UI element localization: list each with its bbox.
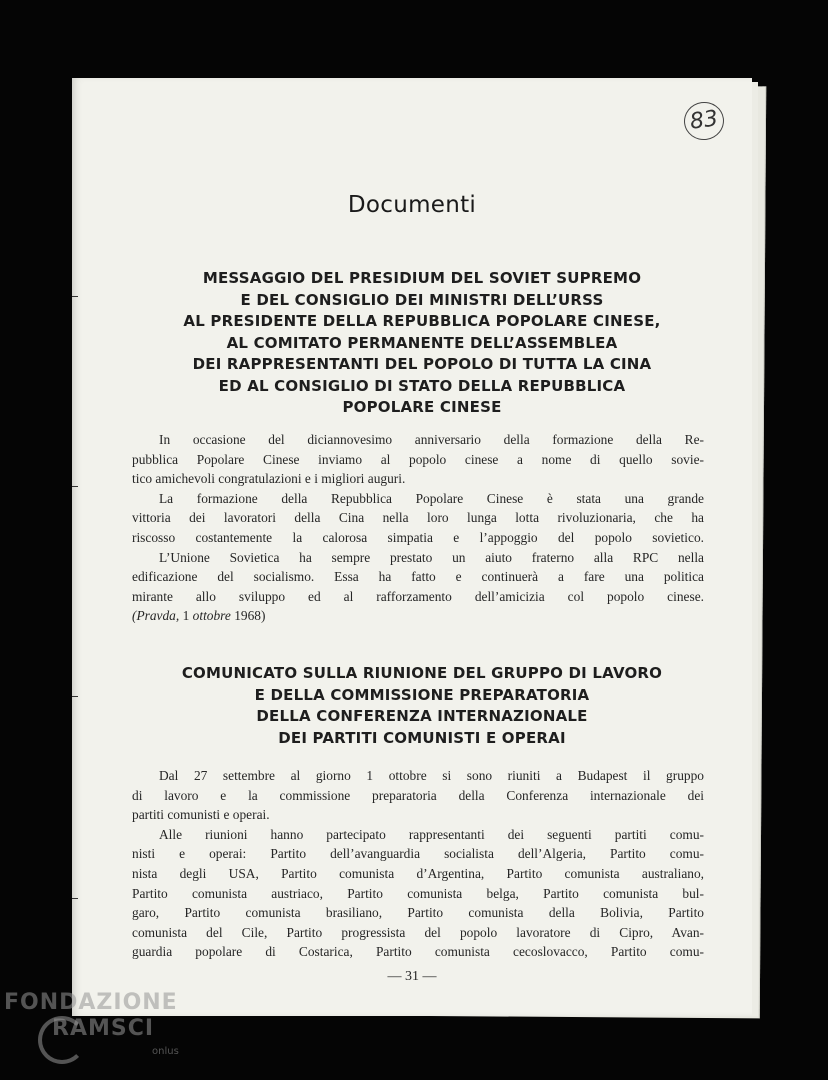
heading-line: DEI RAPPRESENTANTI DEL POPOLO DI TUTTA LA CINA	[192, 355, 652, 373]
body-line: Alle riunioni hanno partecipato rappresentanti dei seguenti partiti comu-	[159, 826, 704, 842]
body-line: comunista del Cile, Partito progressista del popolo lavoratore di Cipro, Avan-	[132, 924, 704, 940]
body-line: nista degli USA, Partito comunista d’Argentina, Partito comunista australiano,	[132, 865, 704, 881]
binding-mark	[72, 696, 78, 697]
body-line: nisti e operai: Partito dell’avanguardia socialista dell’Algeria, Partito comu-	[132, 846, 704, 862]
body-line: pubblica Popolare Cinese inviamo al popolo cinese a nome di quello sovie-	[132, 451, 704, 467]
communique-body	[132, 766, 704, 962]
binding-mark	[72, 296, 78, 297]
binding-mark	[72, 898, 78, 899]
heading-line: ED AL CONSIGLIO DI STATO DELLA REPUBBLICA	[218, 376, 626, 395]
body-line: L’Unione Sovietica ha sempre prestato un aiuto fraterno alla RPC nella	[159, 549, 704, 565]
watermark-line3: onlus	[152, 1046, 179, 1057]
source-year: 1968)	[234, 608, 266, 624]
heading-line: E DELLA COMMISSIONE PREPARATORIA	[254, 685, 590, 704]
source-month: ottobre	[192, 608, 231, 624]
communique-heading	[132, 663, 712, 749]
heading-line: MESSAGGIO DEL PRESIDIUM DEL SOVIET SUPREMO	[202, 269, 642, 287]
message-heading	[132, 268, 712, 419]
binding-mark	[72, 486, 78, 487]
body-line: tico amichevoli congratulazioni e i migliori auguri.	[132, 471, 406, 487]
body-line: mirante allo sviluppo ed al rafforzamento dell’amicizia col popolo cinese.	[132, 588, 704, 604]
archive-number-annotation: 83	[682, 99, 727, 142]
message-body	[132, 430, 704, 626]
source-name: (Pravda,	[132, 608, 180, 624]
body-line: La formazione della Repubblica Popolare Cinese è stata una grande	[159, 490, 704, 506]
body-line: Dal 27 settembre al giorno 1 ottobre si sono riuniti a Budapest il gruppo	[159, 768, 704, 783]
source-day: 1	[182, 608, 190, 624]
heading-line: COMUNICATO SULLA RIUNIONE DEL GRUPPO DI LAVORO	[181, 664, 663, 682]
body-line: guardia popolare di Costarica, Partito comunista cecoslovacco, Partito comu-	[132, 944, 704, 960]
body-line: In occasione del diciannovesimo anniversario della formazione della Re-	[159, 432, 704, 447]
body-line: garo, Partito comunista brasiliano, Partito comunista della Bolivia, Partito	[132, 905, 704, 921]
page-number: — 31 —	[387, 969, 437, 984]
body-line: vittoria dei lavoratori della Cina nella loro lunga lotta rivoluzionaria, che ha	[132, 510, 704, 526]
heading-line: AL COMITATO PERMANENTE DELL’ASSEMBLEA	[226, 333, 618, 352]
heading-line: AL PRESIDENTE DELLA REPUBBLICA POPOLARE CINESE,	[183, 312, 661, 330]
watermark-line1: FONDAZIONE	[4, 990, 178, 1015]
heading-line: POPOLARE CINESE	[342, 398, 502, 416]
body-line: edificazione del socialismo. Essa ha fatto e continuerà a fare una politica	[132, 569, 704, 585]
heading-line: E DEL CONSIGLIO DEI MINISTRI DELL’URSS	[240, 290, 604, 309]
heading-line: DELLA CONFERENZA INTERNAZIONALE	[256, 707, 588, 725]
fondazione-gramsci-watermark	[4, 986, 204, 1078]
source-citation	[132, 606, 704, 626]
body-line: di lavoro e la commissione preparatoria della Conferenza internazionale dei	[132, 787, 704, 803]
body-line: Partito comunista austriaco, Partito comunista belga, Partito comunista bul-	[132, 885, 704, 901]
document-page	[72, 78, 752, 1016]
section-title: Documenti	[347, 192, 477, 218]
heading-line: DEI PARTITI COMUNISTI E OPERAI	[278, 728, 566, 747]
body-line: partiti comunisti e operai.	[132, 807, 270, 823]
watermark-line2: RAMSCI	[52, 1016, 155, 1041]
body-line: riscosso costantemente la calorosa simpatia e l’appoggio del popolo sovietico.	[132, 529, 704, 545]
